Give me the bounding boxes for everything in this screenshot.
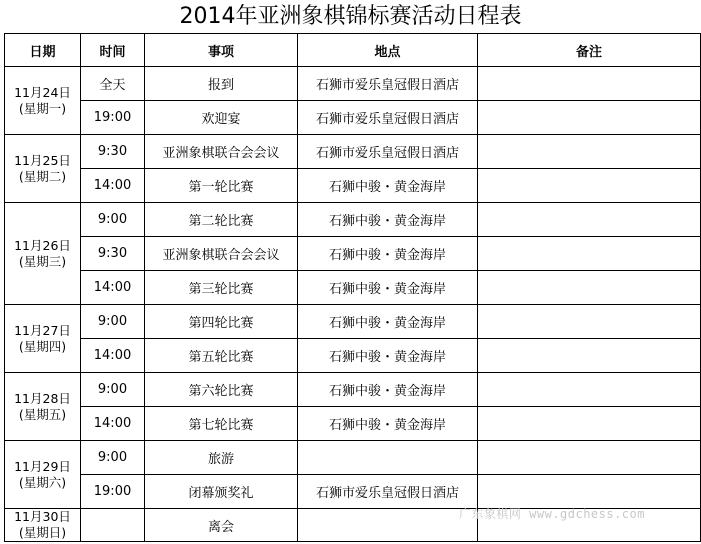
weekday-label: (星期五): [18, 406, 67, 422]
weekday-label: (星期六): [18, 474, 67, 490]
table-row: [5, 271, 701, 305]
note-cell: [478, 441, 701, 475]
date-cell: [5, 135, 81, 203]
place-cell: 石狮中骏・黄金海岸: [298, 271, 478, 305]
date-label: 11月26日: [14, 237, 71, 253]
weekday-label: (星期四): [18, 338, 67, 354]
date-label: 11月30日: [14, 509, 71, 524]
table-row: [5, 373, 701, 407]
note-cell: [478, 271, 701, 305]
event-cell: 第七轮比赛: [145, 407, 298, 441]
time-cell: 14:00: [81, 339, 145, 373]
note-cell: [478, 305, 701, 339]
date-cell: [5, 203, 81, 305]
place-cell: 石狮中骏・黄金海岸: [298, 169, 478, 203]
time-cell: 9:00: [81, 441, 145, 475]
place-cell: 石狮市爱乐皇冠假日酒店: [298, 101, 478, 135]
place-cell: 石狮市爱乐皇冠假日酒店: [298, 67, 478, 101]
table-row: [5, 169, 701, 203]
note-cell: [478, 475, 701, 509]
time-cell: 14:00: [81, 169, 145, 203]
note-cell: [478, 67, 701, 101]
note-cell: [478, 203, 701, 237]
page-title: 2014年亚洲象棋锦标赛活动日程表: [179, 4, 522, 29]
table-row: [5, 237, 701, 271]
table-row: [5, 339, 701, 373]
date-label: 11月28日: [14, 390, 71, 406]
table-row: [5, 305, 701, 339]
place-cell: 石狮中骏・黄金海岸: [298, 237, 478, 271]
place-cell: 石狮中骏・黄金海岸: [298, 407, 478, 441]
table-row: [5, 67, 701, 101]
note-cell: [478, 339, 701, 373]
time-cell: [81, 509, 145, 542]
event-cell: 第五轮比赛: [145, 339, 298, 373]
event-cell: 亚洲象棋联合会会议: [145, 135, 298, 169]
event-cell: 闭幕颁奖礼: [145, 475, 298, 509]
time-cell: 全天: [81, 67, 145, 101]
weekday-label: (星期三): [18, 253, 67, 269]
time-cell: 19:00: [81, 475, 145, 509]
table-row: [5, 407, 701, 441]
note-cell: [478, 237, 701, 271]
note-cell: [478, 135, 701, 169]
event-cell: 旅游: [145, 441, 298, 475]
time-cell: 9:00: [81, 203, 145, 237]
note-cell: [478, 407, 701, 441]
event-cell: 离会: [145, 509, 298, 542]
header-row: [5, 34, 701, 67]
place-cell: [298, 441, 478, 475]
time-cell: 19:00: [81, 101, 145, 135]
weekday-label: (星期二): [18, 168, 67, 184]
table-row: [5, 203, 701, 237]
date-label: 11月29日: [14, 458, 71, 474]
header-note: 备注: [478, 34, 701, 67]
event-cell: 第六轮比赛: [145, 373, 298, 407]
date-label: 11月25日: [14, 152, 71, 168]
header-event: 事项: [145, 34, 298, 67]
table-row: [5, 135, 701, 169]
event-cell: 第二轮比赛: [145, 203, 298, 237]
place-cell: 石狮中骏・黄金海岸: [298, 203, 478, 237]
date-cell: [5, 509, 81, 542]
date-label: 11月27日: [14, 322, 71, 338]
note-cell: [478, 169, 701, 203]
time-cell: 14:00: [81, 407, 145, 441]
place-cell: 石狮中骏・黄金海岸: [298, 339, 478, 373]
time-cell: 9:30: [81, 237, 145, 271]
note-cell: [478, 101, 701, 135]
place-cell: 石狮中骏・黄金海岸: [298, 373, 478, 407]
table-row: [5, 101, 701, 135]
header-place: 地点: [298, 34, 478, 67]
event-cell: 欢迎宴: [145, 101, 298, 135]
time-cell: 9:00: [81, 373, 145, 407]
watermark: 广东象棋网 www.gdchess.com: [458, 507, 645, 521]
time-cell: 9:30: [81, 135, 145, 169]
weekday-label: (星期一): [18, 100, 67, 116]
date-cell: [5, 373, 81, 441]
header-date: 日期: [5, 34, 81, 67]
event-cell: 第四轮比赛: [145, 305, 298, 339]
event-cell: 报到: [145, 67, 298, 101]
place-cell: 石狮中骏・黄金海岸: [298, 305, 478, 339]
event-cell: 第三轮比赛: [145, 271, 298, 305]
table-row: [5, 475, 701, 509]
place-cell: [298, 509, 478, 542]
date-cell: [5, 67, 81, 135]
date-label: 11月24日: [14, 84, 71, 100]
date-cell: [5, 441, 81, 509]
note-cell: [478, 373, 701, 407]
place-cell: 石狮市爱乐皇冠假日酒店: [298, 135, 478, 169]
event-cell: 第一轮比赛: [145, 169, 298, 203]
schedule-table: [4, 33, 701, 542]
table-row: [5, 441, 701, 475]
place-cell: 石狮市爱乐皇冠假日酒店: [298, 475, 478, 509]
time-cell: 9:00: [81, 305, 145, 339]
event-cell: 亚洲象棋联合会会议: [145, 237, 298, 271]
date-cell: [5, 305, 81, 373]
time-cell: 14:00: [81, 271, 145, 305]
header-time: 时间: [81, 34, 145, 67]
weekday-label: (星期日): [18, 525, 67, 540]
